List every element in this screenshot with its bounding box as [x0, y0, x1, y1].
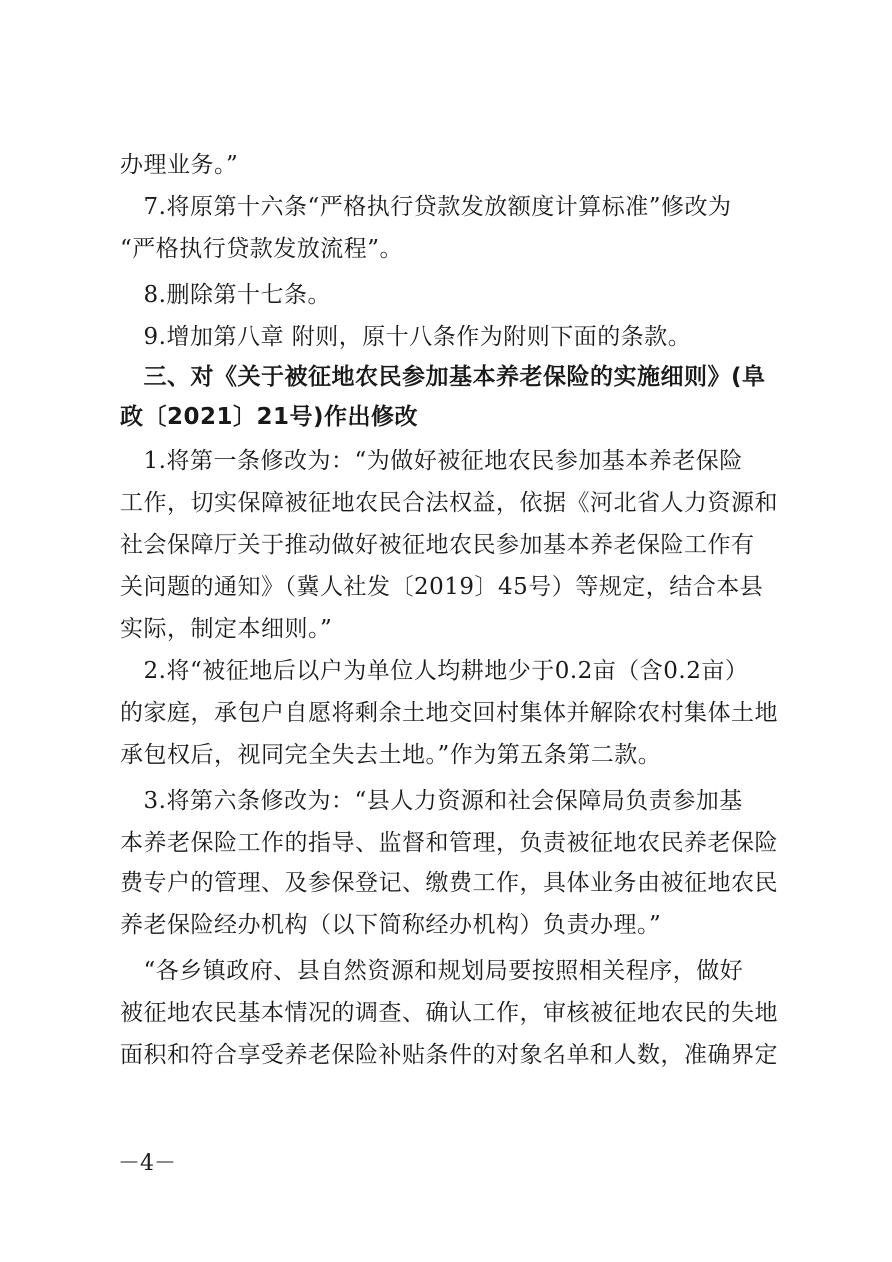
- section-heading: 三、对《关于被征地农民参加基本养老保险的实施细则》(阜: [120, 364, 766, 390]
- paragraph-line: 的家庭，承包户自愿将剩余土地交回村集体并解除农村集体土地: [120, 700, 778, 726]
- paragraph-line: 2.将“被征地后以户为单位人均耕地少于0.2亩（含0.2亩）: [120, 658, 749, 684]
- paragraph-line: 8.删除第十七条。: [120, 282, 331, 308]
- paragraph-line: 养老保险经办机构（以下简称经办机构）负责办理。”: [120, 912, 662, 938]
- paragraph-line: 费专户的管理、及参保登记、缴费工作，具体业务由被征地农民: [120, 870, 778, 896]
- paragraph-line: 1.将第一条修改为：“为做好被征地农民参加基本养老保险: [120, 448, 743, 474]
- paragraph-line: 被征地农民基本情况的调查、确认工作，审核被征地农民的失地: [120, 1000, 778, 1026]
- paragraph-line: 社会保障厅关于推动做好被征地农民参加基本养老保险工作有: [120, 532, 755, 558]
- section-heading: 政〔2021〕21号)作出修改: [120, 404, 419, 430]
- paragraph-line: 工作，切实保障被征地农民合法权益，依据《河北省人力资源和: [120, 490, 778, 516]
- paragraph-line: 9.增加第八章 附则，原十八条作为附则下面的条款。: [120, 324, 692, 350]
- page-number: －4－: [118, 1151, 176, 1176]
- paragraph-line: 面积和符合享受养老保险补贴条件的对象名单和人数，准确界定: [120, 1042, 778, 1068]
- paragraph-line: 本养老保险工作的指导、监督和管理，负责被征地农民养老保险: [120, 830, 778, 856]
- paragraph-line: 3.将第六条修改为：“县人力资源和社会保障局负责参加基: [120, 788, 743, 814]
- paragraph-line: “严格执行贷款发放流程”。: [120, 236, 404, 262]
- paragraph-line: 承包权后，视同完全失去土地。”作为第五条第二款。: [120, 742, 662, 768]
- paragraph-line: 办理业务。”: [120, 152, 239, 178]
- paragraph-line: 关问题的通知》（冀人社发〔2019〕45号）等规定，结合本县: [120, 574, 764, 600]
- paragraph-line: 7.将原第十六条“严格执行贷款发放额度计算标准”修改为: [120, 194, 732, 220]
- paragraph-line: 实际，制定本细则。”: [120, 616, 333, 642]
- paragraph-line: “各乡镇政府、县自然资源和规划局要按照相关程序，做好: [120, 958, 744, 984]
